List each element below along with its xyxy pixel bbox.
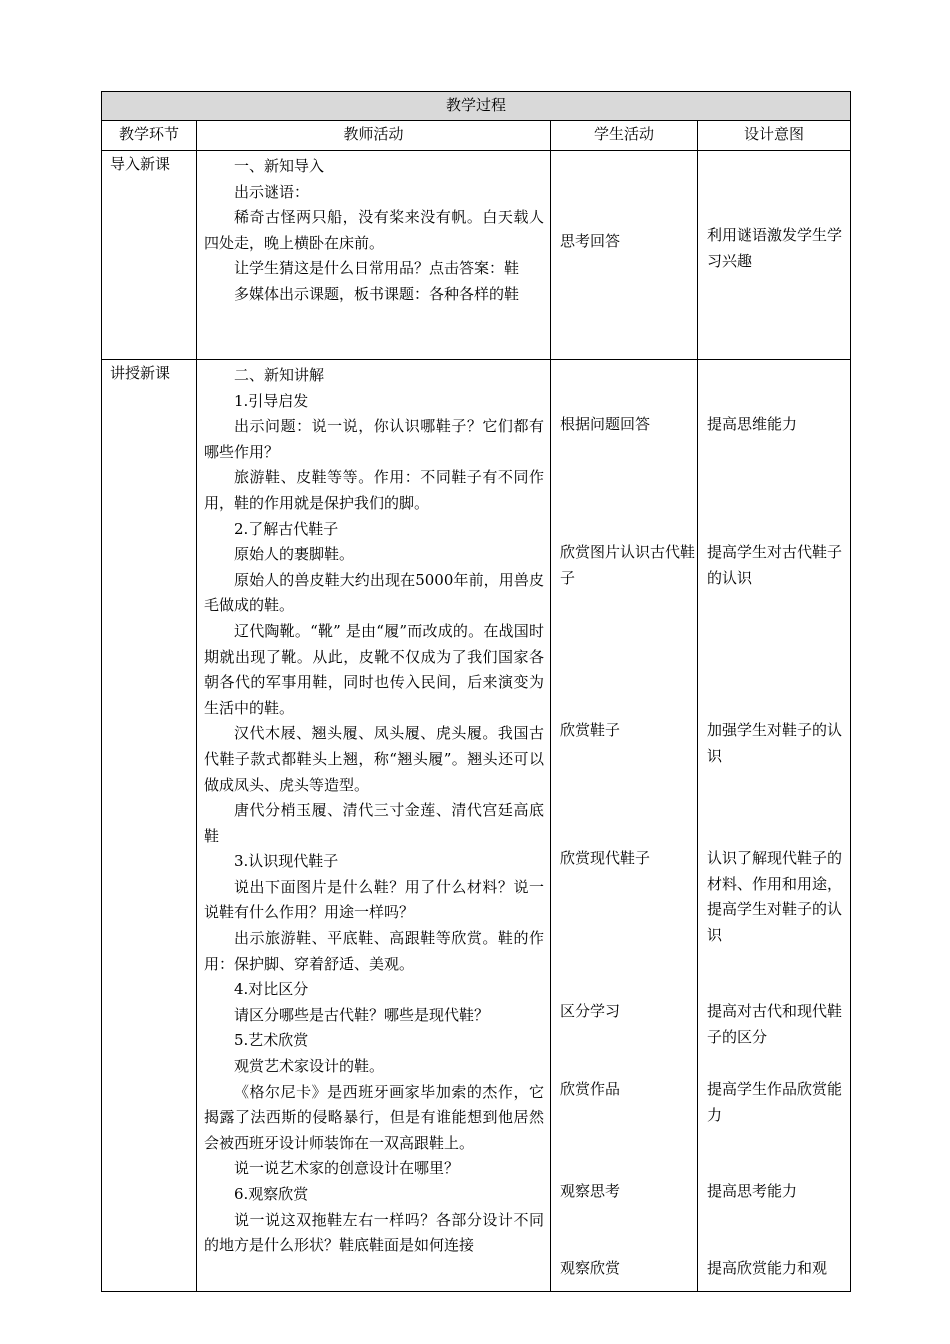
header-stage: 教学环节 [102, 121, 197, 151]
student-activity: 观察思考 [560, 1182, 621, 1200]
teacher-line: 出示谜语： [234, 182, 310, 201]
student-activity-cell [551, 151, 698, 360]
teacher-line: 2.了解古代鞋子 [234, 519, 339, 538]
student-activity: 观察欣赏 [560, 1259, 621, 1277]
header-student: 学生活动 [551, 121, 698, 151]
teacher-activity-cell [197, 360, 551, 1292]
header-design: 设计意图 [698, 121, 851, 151]
teacher-line: 辽代陶靴。“靴” 是由“履”而改成的。在战国时期就出现了靴。从此，皮靴不仅成为了我们国家各朝各代的军事用鞋，同时也传入民间，后来演变为生活中的鞋。 [204, 621, 544, 717]
teacher-line: 让学生猜这是什么日常用品？点击答案：鞋 [234, 259, 520, 278]
student-activity: 思考回答 [560, 232, 621, 250]
stage-cell: 讲授新课 [102, 360, 197, 1292]
teacher-line: 一、新知导入 [234, 157, 325, 175]
table-title: 教学过程 [102, 92, 851, 121]
student-activity: 欣赏作品 [560, 1080, 621, 1098]
design-intent: 提高欣赏能力和观 [707, 1259, 828, 1277]
teaching-process-table [101, 91, 851, 1292]
design-intent: 认识了解现代鞋子的材料、作用和用途，提高学生对鞋子的认识 [707, 849, 843, 944]
design-intent: 利用谜语激发学生学习兴趣 [707, 226, 843, 270]
design-intent: 提高学生作品欣赏能力 [707, 1080, 843, 1124]
teacher-line: 原始人的裹脚鞋。 [234, 545, 355, 564]
stage-cell: 导入新课 [102, 151, 197, 360]
teacher-line: 说一说这双拖鞋左右一样吗？各部分设计不同的地方是什么形状？鞋底鞋面是如何连接 [204, 1210, 544, 1255]
header-teacher: 教师活动 [197, 121, 551, 151]
teacher-line: 旅游鞋、皮鞋等等。作用：不同鞋子有不同作用，鞋的作用就是保护我们的脚。 [204, 468, 544, 512]
teacher-line: 4.对比区分 [234, 980, 309, 999]
teacher-line: 稀奇古怪两只船，没有桨来没有帆。白天载人四处走，晚上横卧在床前。 [204, 208, 544, 252]
design-intent: 提高思考能力 [707, 1182, 798, 1200]
teacher-line: 唐代分梢玉履、清代三寸金莲、清代宫廷高底鞋 [204, 801, 544, 845]
teacher-line: 二、新知讲解 [234, 366, 325, 384]
student-activity: 欣赏现代鞋子 [560, 849, 651, 867]
teacher-line: 观赏艺术家设计的鞋。 [234, 1057, 385, 1076]
teacher-line: 出示问题：说一说，你认识哪鞋子？它们都有哪些作用？ [204, 417, 544, 461]
student-activity-cell [551, 360, 698, 1292]
teacher-line: 说出下面图片是什么鞋？用了什么材料？说一说鞋有什么作用？用途一样吗？ [204, 877, 544, 922]
teacher-line: 多媒体出示课题，板书课题：各种各样的鞋 [234, 284, 520, 303]
student-activity: 欣赏图片认识古代鞋子 [560, 543, 696, 587]
table-row [102, 151, 851, 360]
teacher-line: 说一说艺术家的创意设计在哪里？ [234, 1159, 460, 1178]
design-intent: 提高思维能力 [707, 415, 798, 433]
design-intent-cell [698, 151, 851, 360]
table-header-row [102, 121, 851, 151]
teacher-line: 原始人的兽皮鞋大约出现在5000年前，用兽皮毛做成的鞋。 [204, 570, 544, 615]
table-title-row [102, 92, 851, 121]
student-activity: 根据问题回答 [560, 415, 651, 433]
teacher-line: 出示旅游鞋、平底鞋、高跟鞋等欣赏。鞋的作用：保护脚、穿着舒适、美观。 [204, 929, 544, 973]
teacher-line: 《格尔尼卡》是西班牙画家毕加索的杰作，它揭露了法西斯的侵略暴行，但是有谁能想到他居然会被西班牙设计师装饰在一双高跟鞋上。 [204, 1082, 544, 1152]
design-intent: 加强学生对鞋子的认识 [707, 721, 843, 765]
teacher-activity-cell [197, 151, 551, 360]
student-activity: 区分学习 [560, 1002, 621, 1020]
design-intent: 提高学生对古代鞋子的认识 [707, 543, 843, 587]
design-intent-cell [698, 360, 851, 1292]
teacher-line: 1.引导启发 [234, 391, 309, 410]
teacher-line: 3.认识现代鞋子 [234, 852, 339, 871]
student-activity: 欣赏鞋子 [560, 721, 621, 739]
teacher-line: 请区分哪些是古代鞋？哪些是现代鞋？ [234, 1005, 490, 1024]
design-intent: 提高对古代和现代鞋子的区分 [707, 1002, 843, 1046]
teacher-line: 6.观察欣赏 [234, 1185, 309, 1203]
table-row [102, 360, 851, 1292]
teacher-line: 5.艺术欣赏 [234, 1031, 309, 1050]
teacher-line: 汉代木屐、翘头履、凤头履、虎头履。我国古代鞋子款式都鞋头上翘，称“翘头履”。翘头还可以做成凤头、虎头等造型。 [204, 724, 544, 794]
